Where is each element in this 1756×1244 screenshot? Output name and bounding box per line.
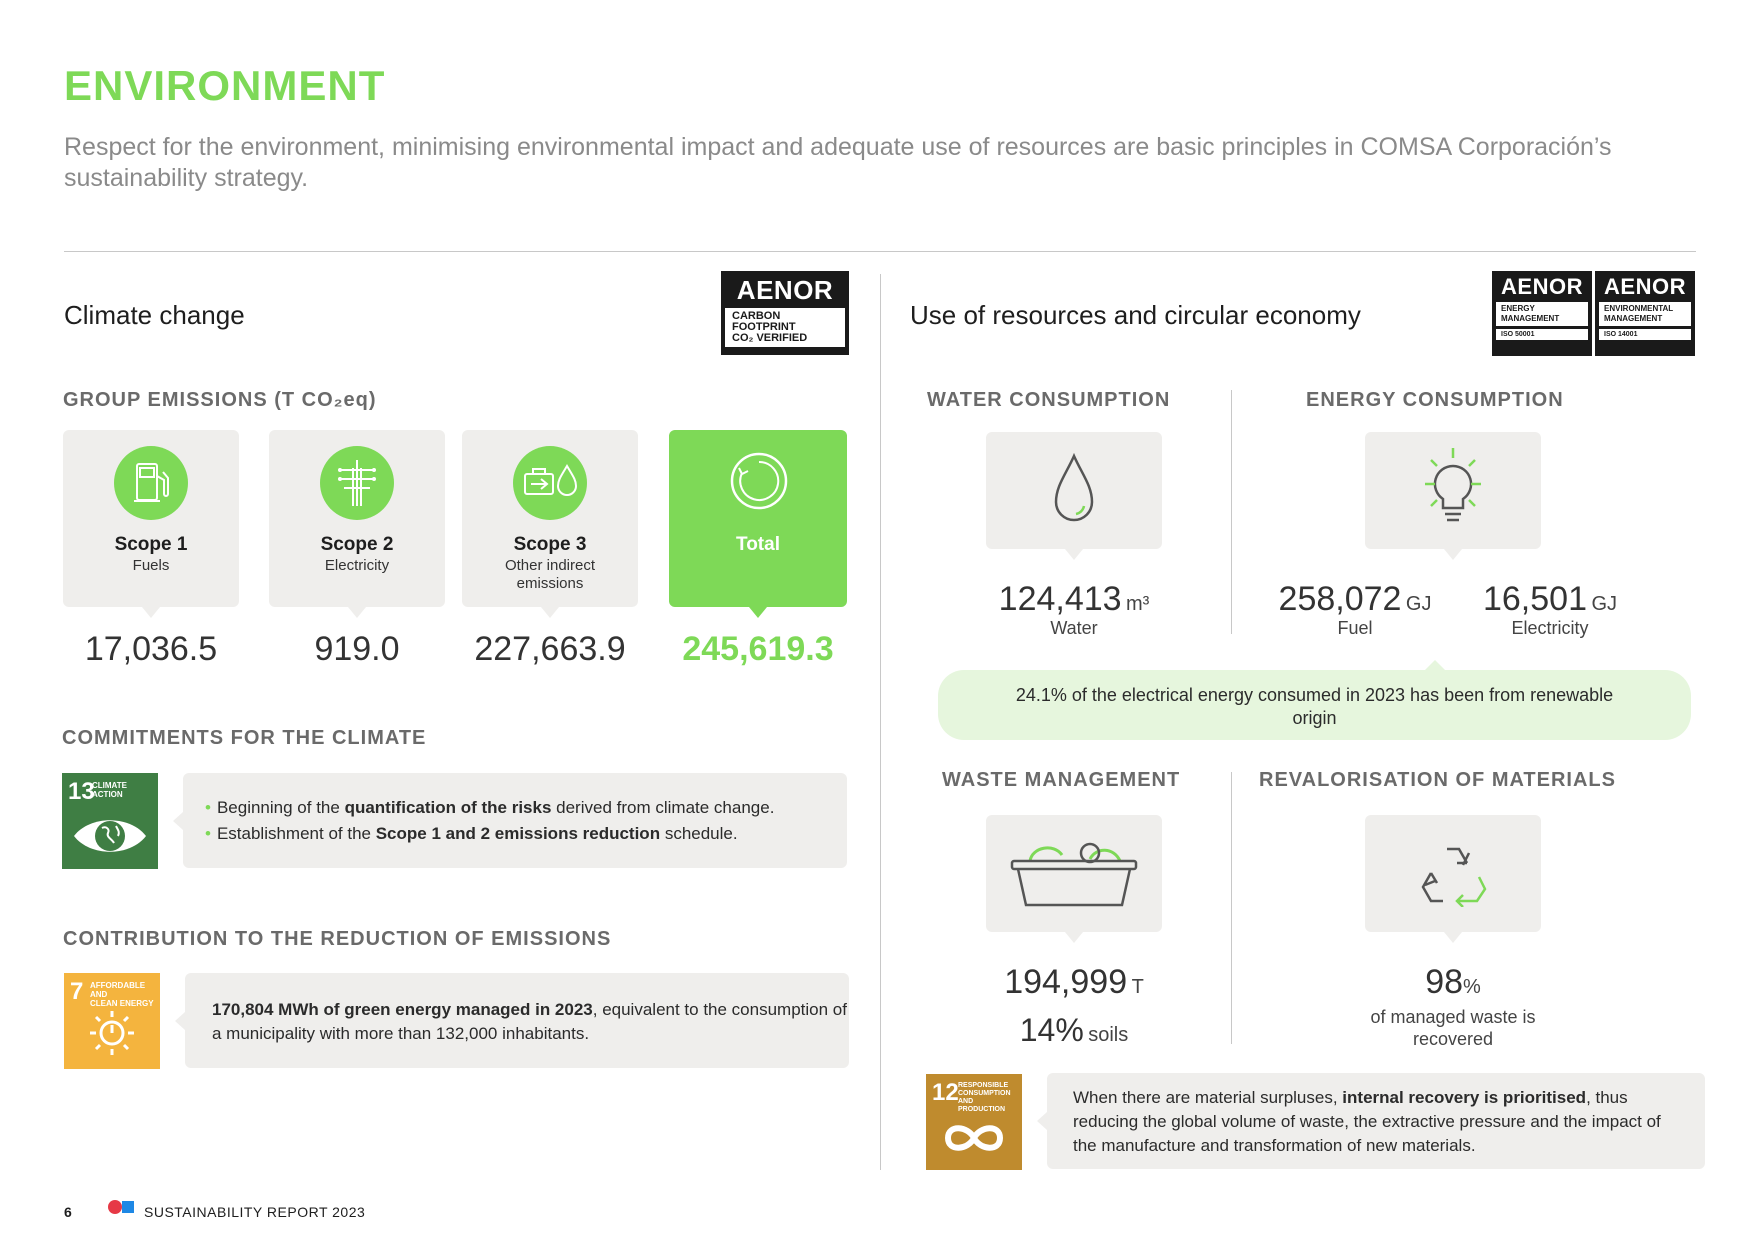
scope1-card — [63, 430, 239, 607]
scope-subtitle: Fuels — [132, 557, 170, 574]
revalorisation-value: 98 — [1425, 963, 1464, 1001]
aenor-energy-badge — [1492, 271, 1592, 356]
water-drop-icon — [1046, 450, 1102, 530]
fuel-value-row — [1260, 580, 1450, 619]
aenor-carbon-badge — [721, 271, 849, 355]
revalorisation-caption: of managed waste is recovered — [1370, 1007, 1536, 1049]
soils-caption: soils — [1088, 1024, 1129, 1046]
scope1-value: 17,036.5 — [84, 630, 218, 668]
commitment-item: • Establishment of the Scope 1 and 2 emissions reduction schedule. — [205, 824, 738, 843]
sdg-text: RESPONSIBLE — [958, 1082, 1009, 1089]
fuel-unit: GJ — [1405, 593, 1432, 615]
revalorisation-label: REVALORISATION OF MATERIALS — [1259, 769, 1616, 791]
aenor-line: MANAGEMENT — [1501, 314, 1560, 323]
aenor-logo: AENOR — [1604, 274, 1686, 299]
aenor-line: MANAGEMENT — [1604, 314, 1663, 323]
scope-subtitle: Electricity — [324, 557, 390, 574]
sdg-text: CLEAN ENERGY — [90, 999, 154, 1008]
fuel-pump-icon — [114, 446, 188, 520]
power-pylon-icon — [320, 446, 394, 520]
scope-title: Scope 1 — [114, 534, 188, 555]
water-value-row — [960, 580, 1188, 619]
emissions-label: GROUP EMISSIONS (T CO₂eq) — [63, 389, 377, 411]
sdg-text: AFFORDABLE AND — [90, 981, 146, 999]
renewable-banner: 24.1% of the electrical energy consumed in 2023 has been from renewable origin — [938, 670, 1691, 740]
surplus-bold: internal recovery is prioritised — [1342, 1088, 1587, 1107]
climate-section-title: Climate change — [64, 300, 245, 330]
commitments-box — [183, 773, 847, 868]
aenor-environmental-badge — [1595, 271, 1695, 356]
aenor-iso: ISO 14001 — [1599, 329, 1691, 340]
resources-section-title: Use of resources and circular economy — [910, 300, 1361, 330]
intro-text: Respect for the environment, minimising environmental impact and adequate use of resources are basic principles in COMSA Corporación’s sustainability strategy. — [64, 133, 1612, 192]
scope-title: Total — [736, 534, 780, 555]
divider — [64, 251, 1696, 252]
sdg-text: AND PRODUCTION — [958, 1098, 1006, 1113]
sdg13-badge — [62, 773, 158, 869]
commitment-item: • Beginning of the quantification of the risks derived from climate change. — [205, 798, 775, 817]
aenor-line: CO₂ VERIFIED — [732, 332, 808, 344]
aenor-line: CARBON — [732, 310, 781, 322]
infinity-icon — [940, 1118, 1008, 1158]
energy-card — [1365, 432, 1541, 549]
fuel-value: 258,072 — [1278, 580, 1402, 618]
aenor-line: ENVIRONMENTAL — [1604, 304, 1674, 313]
revalorisation-unit: % — [1463, 976, 1481, 998]
waste-label: WASTE MANAGEMENT — [942, 769, 1181, 791]
waste-basket-icon — [1010, 835, 1140, 915]
scope-title: Scope 3 — [513, 534, 587, 555]
logo-square-icon — [122, 1201, 134, 1213]
scope3-card — [462, 430, 638, 607]
water-value: 124,413 — [998, 580, 1122, 618]
sdg-number: 12 — [932, 1079, 959, 1106]
energy-label: ENERGY CONSUMPTION — [1306, 389, 1564, 411]
waste-value-row — [960, 963, 1188, 1002]
waste-unit: T — [1131, 976, 1144, 998]
logo-dot-icon — [108, 1200, 122, 1214]
recycle-icon — [1417, 843, 1489, 907]
cycle-icon — [722, 444, 796, 518]
surplus-box — [1047, 1073, 1705, 1169]
eye-globe-icon — [72, 813, 148, 859]
light-bulb-icon — [1413, 446, 1493, 536]
waste-value: 194,999 — [1004, 963, 1128, 1001]
soils-row — [960, 1012, 1188, 1049]
waste-card — [986, 815, 1162, 932]
contribution-box — [185, 973, 849, 1068]
fuel-caption: Fuel — [1337, 618, 1373, 638]
contribution-bold: 170,804 MWh of green energy managed in 2023 — [212, 1000, 593, 1019]
revalorisation-card — [1365, 815, 1541, 932]
electricity-unit: GJ — [1591, 593, 1617, 615]
aenor-line: FOOTPRINT — [732, 321, 796, 333]
page-number: 6 — [64, 1204, 72, 1220]
sdg-text: CONSUMPTION — [958, 1090, 1011, 1097]
electricity-caption: Electricity — [1511, 618, 1589, 638]
sdg7-badge — [64, 973, 160, 1069]
water-label: WATER CONSUMPTION — [927, 389, 1171, 411]
total-card — [669, 430, 847, 607]
contribution-text: , equivalent to the consumption of a municipality with more than 132,000 inhabitants. — [212, 1000, 847, 1043]
scope-subtitle: Other indirect emissions — [504, 557, 596, 592]
aenor-line: ENERGY — [1501, 304, 1535, 313]
page-title: ENVIRONMENT — [64, 62, 386, 109]
contribution-label: CONTRIBUTION TO THE REDUCTION OF EMISSIONS — [63, 928, 612, 950]
column-divider — [880, 274, 881, 1170]
scope3-value: 227,663.9 — [474, 630, 626, 668]
soils-value: 14% — [1019, 1012, 1084, 1048]
electricity-value: 16,501 — [1482, 580, 1587, 618]
scope2-card — [269, 430, 445, 607]
water-caption: Water — [1050, 618, 1098, 638]
revalorisation-value-row — [1365, 963, 1541, 1002]
footer-title: SUSTAINABILITY REPORT 2023 — [144, 1204, 366, 1220]
divider — [1231, 390, 1232, 634]
aenor-iso: ISO 50001 — [1496, 329, 1588, 340]
electricity-value-row — [1460, 580, 1640, 619]
total-value: 245,619.3 — [682, 630, 834, 668]
sdg-text: CLIMATE — [92, 781, 127, 790]
scope2-value: 919.0 — [314, 630, 400, 668]
sun-power-icon — [88, 1007, 136, 1055]
sdg-text: ACTION — [92, 790, 123, 799]
sdg-number: 13 — [68, 778, 95, 805]
aenor-logo: AENOR — [1501, 274, 1583, 299]
sdg-number: 7 — [70, 978, 84, 1005]
scope-title: Scope 2 — [320, 534, 394, 555]
travel-water-icon — [513, 446, 587, 520]
surplus-text: When there are material surpluses, — [1073, 1088, 1343, 1107]
water-unit: m³ — [1126, 593, 1150, 615]
divider — [1231, 772, 1232, 1044]
water-card — [986, 432, 1162, 549]
commitments-label: COMMITMENTS FOR THE CLIMATE — [62, 727, 427, 749]
sdg12-badge — [926, 1074, 1022, 1170]
surplus-text: , thus reducing the global volume of waste, the extractive pressure and the impact of the manufacture and transformation of new materials. — [1073, 1088, 1661, 1155]
aenor-logo: AENOR — [736, 275, 834, 305]
